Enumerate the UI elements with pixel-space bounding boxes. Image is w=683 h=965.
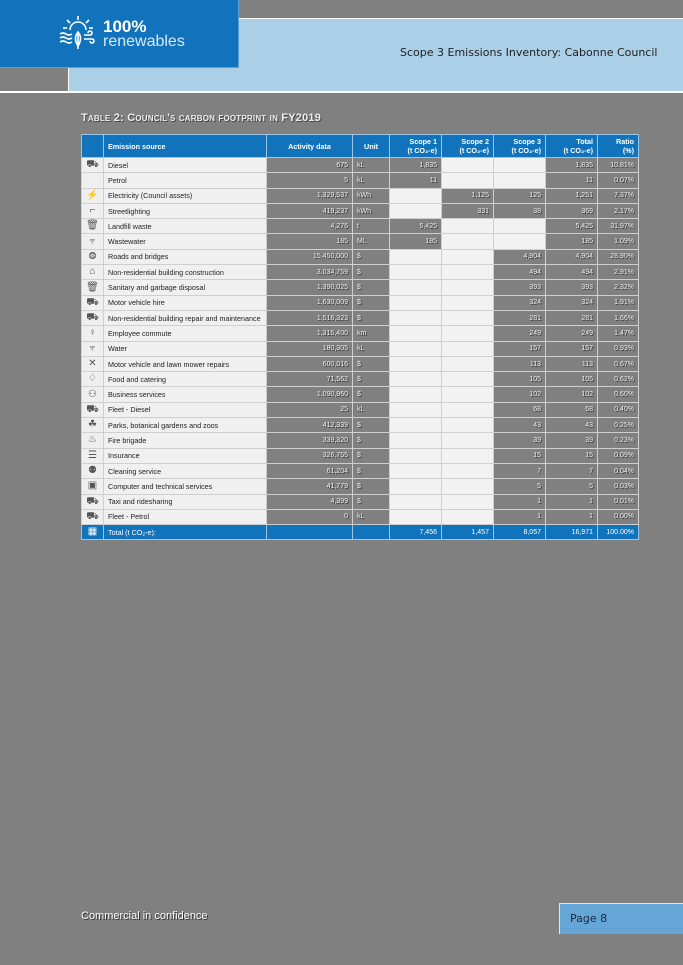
scope2-value (442, 433, 494, 448)
emission-source: Landfill waste (104, 219, 267, 234)
scope1-value (390, 310, 442, 325)
icon-header (82, 135, 104, 158)
unit: $ (353, 249, 390, 264)
scope1-value (390, 372, 442, 387)
table-row (82, 280, 639, 295)
scope2-value: 1,125 (442, 188, 494, 203)
page-number: Page 8 (570, 912, 608, 925)
total-value: 281 (546, 310, 598, 325)
ratio-value: 7.37% (598, 188, 639, 203)
unit: t (353, 219, 390, 234)
activity-data: 419,237 (267, 203, 353, 218)
scope1-value (390, 433, 442, 448)
scope3-value (494, 173, 546, 188)
computer-icon: ▣ (87, 480, 98, 492)
table-row (82, 310, 639, 325)
ratio-value: 0.93% (598, 341, 639, 356)
emission-source: Business services (104, 387, 267, 402)
unit: $ (353, 265, 390, 280)
table-row (82, 402, 639, 417)
scope1-value: 185 (390, 234, 442, 249)
header-ratio: Ratio (%) (598, 135, 639, 158)
activity-data: 675 (267, 158, 353, 173)
table-row (82, 188, 639, 203)
total-unit (353, 525, 390, 540)
scope3-value: 5 (494, 479, 546, 494)
page-number-box (559, 903, 683, 934)
scope2-value (442, 173, 494, 188)
table-row (82, 479, 639, 494)
emission-source: Petrol (104, 173, 267, 188)
scope3-value: 15 (494, 448, 546, 463)
table-row (82, 341, 639, 356)
table-row (82, 203, 639, 218)
scope3-value: 125 (494, 188, 546, 203)
ratio-value: 2.32% (598, 280, 639, 295)
activity-data: 412,339 (267, 418, 353, 433)
activity-data: 41,779 (267, 479, 353, 494)
header-scope2: Scope 2 (t CO₂-e) (442, 135, 494, 158)
unit: kL (353, 158, 390, 173)
scope1-value (390, 479, 442, 494)
scope2-value (442, 158, 494, 173)
ratio-value: 0.09% (598, 448, 639, 463)
activity-data: 4,399 (267, 494, 353, 509)
total-value: 11 (546, 173, 598, 188)
unit: kL (353, 509, 390, 524)
scope1-value (390, 188, 442, 203)
scope1-value (390, 341, 442, 356)
total-activity (267, 525, 353, 540)
scope1-value: 11 (390, 173, 442, 188)
tap-icon: ⫧ (89, 235, 96, 247)
total-value: 43 (546, 418, 598, 433)
total-value: 113 (546, 356, 598, 371)
scope3-value: 4,904 (494, 249, 546, 264)
activity-data: 1,630,009 (267, 295, 353, 310)
scope1-value (390, 326, 442, 341)
scope1-value (390, 280, 442, 295)
table-row (82, 372, 639, 387)
unit: km (353, 326, 390, 341)
ratio-value: 31.97% (598, 219, 639, 234)
total-scope1: 7,456 (390, 525, 442, 540)
unit: $ (353, 418, 390, 433)
table-row (82, 326, 639, 341)
activity-data: 25 (267, 402, 353, 417)
lightning-icon: ⚡ (86, 189, 99, 201)
total-row (82, 525, 639, 540)
computer-icon (82, 479, 104, 494)
confidentiality-note: Commercial in confidence (81, 910, 208, 922)
logo-subtext: renewables (103, 33, 185, 50)
ratio-value: 0.07% (598, 173, 639, 188)
streetlight-icon: ⌐ (89, 205, 96, 217)
table-row (82, 387, 639, 402)
scope1-value (390, 402, 442, 417)
total-value: 369 (546, 203, 598, 218)
unit: $ (353, 372, 390, 387)
bin-icon: 🗑 (86, 220, 99, 232)
table-row (82, 448, 639, 463)
activity-data: 61,204 (267, 463, 353, 478)
table-row (82, 173, 639, 188)
bin-icon (82, 219, 104, 234)
building-icon (82, 265, 104, 280)
tools-icon: ✕ (88, 358, 97, 369)
unit: $ (353, 280, 390, 295)
table-row (82, 295, 639, 310)
activity-data: 1,516,323 (267, 310, 353, 325)
scope3-value: 324 (494, 295, 546, 310)
calculator-icon: ▦ (82, 525, 104, 540)
header-emission-source: Emission source (104, 135, 267, 158)
activity-data: 1,329,537 (267, 188, 353, 203)
document-icon: ☰ (88, 449, 97, 461)
header-total: Total (t CO₂-e) (546, 135, 598, 158)
ratio-value: 0.04% (598, 463, 639, 478)
scope3-value: 1 (494, 494, 546, 509)
scope2-value (442, 265, 494, 280)
scope3-value: 249 (494, 326, 546, 341)
emission-source: Non-residential building repair and maintenance (104, 310, 267, 325)
total-value: 7 (546, 463, 598, 478)
ratio-value: 0.60% (598, 387, 639, 402)
total-value: 105 (546, 372, 598, 387)
bin-icon: 🗑 (86, 281, 99, 293)
header-activity-data: Activity data (267, 135, 353, 158)
scope3-value: 105 (494, 372, 546, 387)
emission-source: Parks, botanical gardens and zoos (104, 418, 267, 433)
header-gray-block (0, 68, 67, 90)
table-row (82, 509, 639, 524)
activity-data: 326,755 (267, 448, 353, 463)
scope1-value: 1,835 (390, 158, 442, 173)
scope3-value: 7 (494, 463, 546, 478)
emission-source: Taxi and ridesharing (104, 494, 267, 509)
unit: kL (353, 173, 390, 188)
logo-text: 100% (103, 17, 147, 36)
scope3-value: 281 (494, 310, 546, 325)
car-icon (82, 295, 104, 310)
cleaning-icon (82, 463, 104, 478)
emission-source: Insurance (104, 448, 267, 463)
unit: ML (353, 234, 390, 249)
activity-data: 180,305 (267, 341, 353, 356)
scope2-value (442, 295, 494, 310)
scope3-value (494, 158, 546, 173)
scope3-value: 43 (494, 418, 546, 433)
ratio-value: 1.47% (598, 326, 639, 341)
taxi-icon: ⛟ (86, 495, 99, 507)
activity-data: 185 (267, 234, 353, 249)
table-row (82, 249, 639, 264)
bulldozer-icon: ⛟ (86, 312, 99, 324)
activity-data: 71,562 (267, 372, 353, 387)
logo (0, 0, 239, 68)
tools-icon (82, 356, 104, 371)
activity-data: 0 (267, 509, 353, 524)
tap-icon (82, 234, 104, 249)
unit: $ (353, 356, 390, 371)
tap-icon: ⫧ (89, 342, 96, 354)
table-header-row (82, 135, 639, 158)
emission-source: Electricity (Council assets) (104, 188, 267, 203)
icon-cell (82, 173, 104, 188)
total-value: 5,425 (546, 219, 598, 234)
unit: $ (353, 310, 390, 325)
total-value: 15 (546, 448, 598, 463)
table-row (82, 356, 639, 371)
total-scope3: 8,057 (494, 525, 546, 540)
unit: kL (353, 341, 390, 356)
scope2-value (442, 356, 494, 371)
total-value: 1 (546, 509, 598, 524)
ratio-value: 0.00% (598, 509, 639, 524)
commuter-icon: ♀ (88, 327, 97, 339)
total-value: 1 (546, 494, 598, 509)
scope1-value (390, 448, 442, 463)
scope3-value: 393 (494, 280, 546, 295)
scope2-value (442, 280, 494, 295)
scope3-value (494, 234, 546, 249)
table-row (82, 234, 639, 249)
scope3-value: 494 (494, 265, 546, 280)
header-unit: Unit (353, 135, 390, 158)
emission-source: Water (104, 341, 267, 356)
emission-source: Cleaning service (104, 463, 267, 478)
scope2-value (442, 509, 494, 524)
activity-data: 3,034,759 (267, 265, 353, 280)
bulldozer-icon (82, 310, 104, 325)
table-row (82, 158, 639, 173)
total-value: 102 (546, 387, 598, 402)
emission-source: Motor vehicle hire (104, 295, 267, 310)
scope1-value (390, 418, 442, 433)
total-value: 39 (546, 433, 598, 448)
total-total: 16,971 (546, 525, 598, 540)
scope2-value (442, 326, 494, 341)
activity-data: 600,016 (267, 356, 353, 371)
total-label: Total (t CO₂-e): (104, 525, 267, 540)
unit: $ (353, 494, 390, 509)
scope2-value: 331 (442, 203, 494, 218)
document-title: Scope 3 Emissions Inventory: Cabonne Council (400, 46, 658, 59)
unit: $ (353, 448, 390, 463)
ratio-value: 0.23% (598, 433, 639, 448)
emission-source: Streetlighting (104, 203, 267, 218)
food-icon: ♢ (88, 373, 97, 385)
emission-source: Fleet - Diesel (104, 402, 267, 417)
ratio-value: 0.25% (598, 418, 639, 433)
lightning-icon (82, 188, 104, 203)
activity-data: 4,276 (267, 219, 353, 234)
scope2-value (442, 219, 494, 234)
header-scope1: Scope 1 (t CO₂-e) (390, 135, 442, 158)
emission-source: Food and catering (104, 372, 267, 387)
car-icon: ⛟ (86, 403, 99, 415)
emission-source: Employee commute (104, 326, 267, 341)
scope3-value: 157 (494, 341, 546, 356)
ratio-value: 1.91% (598, 295, 639, 310)
scope3-value: 1 (494, 509, 546, 524)
food-icon (82, 372, 104, 387)
total-value: 494 (546, 265, 598, 280)
ratio-value: 1.66% (598, 310, 639, 325)
document-icon (82, 448, 104, 463)
unit: kWh (353, 203, 390, 218)
scope1-value (390, 356, 442, 371)
ratio-value: 1.09% (598, 234, 639, 249)
car-icon (82, 158, 104, 173)
building-icon: ⌂ (89, 266, 96, 278)
scope2-value (442, 402, 494, 417)
ratio-value: 10.81% (598, 158, 639, 173)
emission-source: Non-residential building construction (104, 265, 267, 280)
header-scope3: Scope 3 (t CO₂-e) (494, 135, 546, 158)
total-scope2: 1,457 (442, 525, 494, 540)
scope3-value: 113 (494, 356, 546, 371)
scope2-value (442, 463, 494, 478)
total-value: 1,251 (546, 188, 598, 203)
unit: kL (353, 402, 390, 417)
ratio-value: 0.62% (598, 372, 639, 387)
unit: $ (353, 387, 390, 402)
total-value: 4,904 (546, 249, 598, 264)
table-title: Table 2: Council's carbon footprint in FY2019 (81, 112, 322, 124)
emission-source: Motor vehicle and lawn mower repairs (104, 356, 267, 371)
emission-source: Fire brigade (104, 433, 267, 448)
car-icon: ⛟ (86, 159, 99, 171)
scope1-value (390, 203, 442, 218)
scope1-value (390, 494, 442, 509)
total-value: 5 (546, 479, 598, 494)
activity-data: 5 (267, 173, 353, 188)
scope2-value (442, 387, 494, 402)
unit: $ (353, 463, 390, 478)
emission-source: Computer and technical services (104, 479, 267, 494)
streetlight-icon (82, 203, 104, 218)
unit: kWh (353, 188, 390, 203)
ratio-value: 0.01% (598, 494, 639, 509)
ratio-value: 0.40% (598, 402, 639, 417)
table-row (82, 265, 639, 280)
header-gray-band (238, 0, 683, 17)
emission-source: Roads and bridges (104, 249, 267, 264)
scope3-value: 38 (494, 203, 546, 218)
ratio-value: 0.03% (598, 479, 639, 494)
ratio-value: 28.90% (598, 249, 639, 264)
scope2-value (442, 448, 494, 463)
bin-icon (82, 280, 104, 295)
scope2-value (442, 494, 494, 509)
unit: $ (353, 295, 390, 310)
emission-source: Fleet - Petrol (104, 509, 267, 524)
header-divider (0, 91, 683, 93)
fire-icon (82, 433, 104, 448)
emission-source: Sanitary and garbage disposal (104, 280, 267, 295)
scope1-value: 5,425 (390, 219, 442, 234)
table-row (82, 494, 639, 509)
emission-source: Diesel (104, 158, 267, 173)
scope1-value (390, 265, 442, 280)
ratio-value: 0.67% (598, 356, 639, 371)
scope3-value: 68 (494, 402, 546, 417)
fire-icon: ♨ (88, 434, 97, 446)
scope2-value (442, 479, 494, 494)
scope1-value (390, 463, 442, 478)
people-icon (82, 387, 104, 402)
table-row (82, 433, 639, 448)
car-icon (82, 402, 104, 417)
ratio-value: 2.91% (598, 265, 639, 280)
park-icon (82, 418, 104, 433)
total-value: 249 (546, 326, 598, 341)
total-value: 393 (546, 280, 598, 295)
taxi-icon (82, 494, 104, 509)
scope3-value (494, 219, 546, 234)
total-ratio: 100.00% (598, 525, 639, 540)
scope2-value (442, 341, 494, 356)
total-value: 185 (546, 234, 598, 249)
table-row (82, 463, 639, 478)
scope2-value (442, 234, 494, 249)
scope2-value (442, 249, 494, 264)
road-icon (82, 249, 104, 264)
emissions-table (81, 134, 639, 540)
scope1-value (390, 509, 442, 524)
total-value: 324 (546, 295, 598, 310)
unit: $ (353, 433, 390, 448)
activity-data: 1,390,025 (267, 280, 353, 295)
scope2-value (442, 418, 494, 433)
scope1-value (390, 295, 442, 310)
people-icon: ⚇ (88, 388, 97, 400)
ratio-value: 2.17% (598, 203, 639, 218)
cleaning-icon: ⚉ (88, 465, 97, 477)
scope1-value (390, 387, 442, 402)
total-value: 68 (546, 402, 598, 417)
activity-data: 1,315,400 (267, 326, 353, 341)
park-icon: ☘ (88, 419, 97, 431)
activity-data: 15,450,000 (267, 249, 353, 264)
tap-icon (82, 341, 104, 356)
scope2-value (442, 372, 494, 387)
sun-leaf-icon (58, 14, 98, 50)
total-value: 1,835 (546, 158, 598, 173)
activity-data: 339,320 (267, 433, 353, 448)
car-icon (82, 509, 104, 524)
table-row (82, 418, 639, 433)
scope1-value (390, 249, 442, 264)
activity-data: 1,090,960 (267, 387, 353, 402)
table-row (82, 219, 639, 234)
commuter-icon (82, 326, 104, 341)
scope3-value: 39 (494, 433, 546, 448)
total-value: 157 (546, 341, 598, 356)
scope3-value: 102 (494, 387, 546, 402)
road-icon: ⨷ (88, 250, 97, 262)
car-icon: ⛟ (86, 510, 99, 522)
emission-source: Wastewater (104, 234, 267, 249)
car-icon: ⛟ (86, 296, 99, 308)
unit: $ (353, 479, 390, 494)
scope2-value (442, 310, 494, 325)
